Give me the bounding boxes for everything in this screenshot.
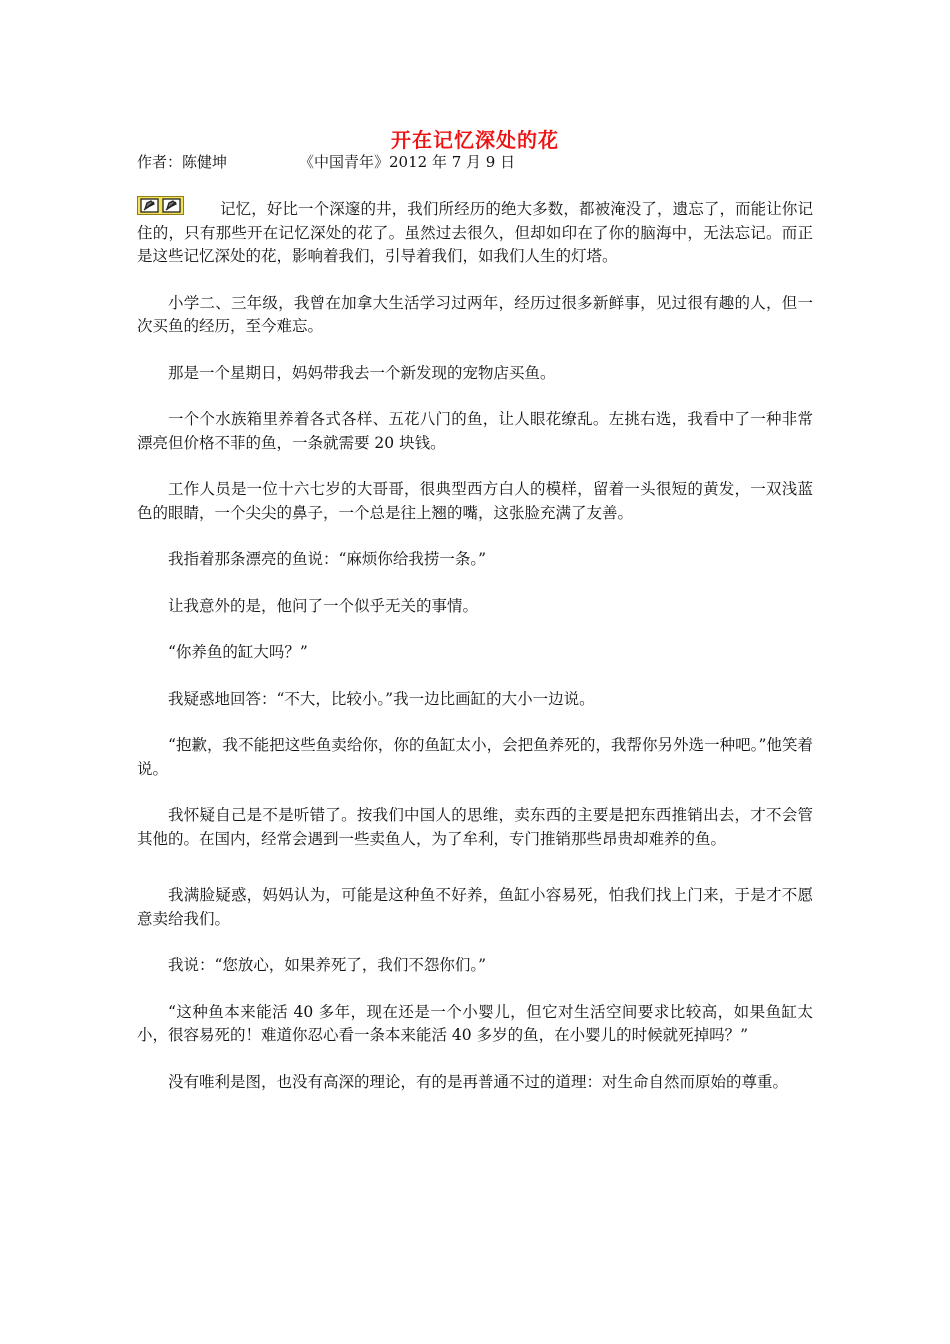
article-body xyxy=(137,198,813,1117)
paragraph: 工作人员是一位十六七岁的大哥哥，很典型西方白人的模样，留着一头很短的黄发，一双浅蓝色的眼睛，一个尖尖的鼻子，一个总是往上翘的嘴，这张脸充满了友善。 xyxy=(137,480,813,522)
article-title: 开在记忆深处的花 xyxy=(391,128,559,152)
paragraph: 我疑惑地回答：“不大，比较小。”我一边比画缸的大小一边说。 xyxy=(168,689,595,708)
paragraph: “你养鱼的缸大吗？” xyxy=(168,643,308,661)
paragraph: “这种鱼本来能活 40 多年，现在还是一个小婴儿，但它对生活空间要求比较高，如果鱼缸太小，很容易死的！难道你忍心看一条本来能活 40 多岁的鱼，在小婴儿的时候就死掉吗？” xyxy=(137,1002,813,1044)
paragraph: 我满脸疑惑，妈妈认为，可能是这种鱼不好养，鱼缸小容易死，怕我们找上门来，于是才不愿意卖给我们。 xyxy=(137,886,813,928)
paragraph: “抱歉，我不能把这些鱼卖给你，你的鱼缸太小，会把鱼养死的，我帮你另外选一种吧。”他笑着说。 xyxy=(137,736,813,778)
paragraph: 我怀疑自己是不是听错了。按我们中国人的思维，卖东西的主要是把东西推销出去，才不会管其他的。在国内，经常会遇到一些卖鱼人，为了牟利，专门推销那些昂贵却难养的鱼。 xyxy=(137,806,813,848)
paragraph: 我说：“您放心，如果养死了，我们不怨你们。” xyxy=(168,956,487,974)
source: 《中国青年》2012 年 7 月 9 日 xyxy=(299,153,516,171)
paragraph: 没有唯利是图，也没有高深的理论，有的是再普通不过的道理：对生命自然而原始的尊重。 xyxy=(168,1072,789,1091)
paragraph: 那是一个星期日，妈妈带我去一个新发现的宠物店买鱼。 xyxy=(168,363,556,382)
author: 作者：陈健坤 xyxy=(137,153,228,171)
paragraph: 我指着那条漂亮的鱼说：“麻烦你给我捞一条。” xyxy=(168,550,487,568)
paragraph: 小学二、三年级，我曾在加拿大生活学习过两年，经历过很多新鲜事，见过很有趣的人，但一次买鱼的经历，至今难忘。 xyxy=(137,293,813,335)
paragraph: 一个个水族箱里养着各式各样、五花八门的鱼，让人眼花缭乱。左挑右选，我看中了一种非常漂亮但价格不菲的鱼，一条就需要 20 块钱。 xyxy=(137,410,813,452)
paragraph: 让我意外的是，他问了一个似乎无关的事情。 xyxy=(168,596,479,615)
byline xyxy=(137,151,515,172)
paragraph: 记忆，好比一个深邃的井，我们所经历的绝大多数，都被淹没了，遗忘了，而能让你记住的，只有那些开在记忆深处的花了。虽然过去很久，但却如印在了你的脑海中，无法忘记。而正是这些记忆深处的花，影响着我们，引导着我们，如我们人生的灯塔。 xyxy=(137,200,813,265)
